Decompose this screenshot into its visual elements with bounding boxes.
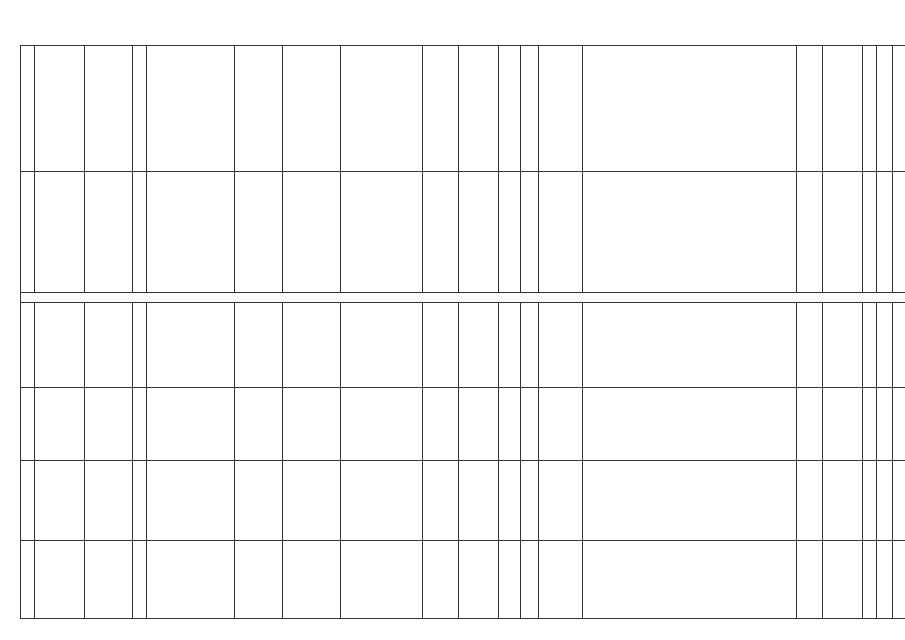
table-body: [21, 46, 905, 619]
table-cell-activity: [341, 46, 423, 172]
table-row: [21, 303, 905, 388]
table-cell-activity: [341, 388, 423, 461]
table-cell-age: [423, 541, 459, 619]
table-cell-year: [797, 541, 823, 619]
table-cell-form: [521, 461, 539, 541]
section-title: [21, 293, 905, 303]
table-cell-activity: [341, 172, 423, 293]
table-cell-address: [85, 46, 133, 172]
objects-table: [20, 45, 905, 619]
table-cell-age: [423, 172, 459, 293]
table-row: [21, 388, 905, 461]
table-cell-blank: [863, 388, 877, 461]
table-cell-cnt: [133, 461, 147, 541]
table-cell-blank: [893, 388, 905, 461]
table-cell-blank: [863, 303, 877, 388]
table-cell-prop: [235, 172, 283, 293]
table-cell-age: [423, 46, 459, 172]
table-cell-form: [521, 303, 539, 388]
table-cell-org: [147, 541, 235, 619]
table-cell-blank: [863, 461, 877, 541]
table-cell-activity: [341, 461, 423, 541]
table-cell-age: [423, 388, 459, 461]
table-cell-desc: [583, 541, 797, 619]
table-cell-blank: [877, 388, 893, 461]
table-cell-codes: [539, 172, 583, 293]
table-cell-desc: [583, 172, 797, 293]
table-cell-blank: [893, 172, 905, 293]
table-cell-year: [797, 46, 823, 172]
table-cell-year: [797, 388, 823, 461]
table-cell-cat: [459, 388, 499, 461]
table-cell-blank: [877, 461, 893, 541]
table-cell-codes: [539, 461, 583, 541]
table-cell-y: [499, 172, 521, 293]
table-cell-cat: [459, 303, 499, 388]
table-row: [21, 46, 905, 172]
table-cell-mgr: [283, 461, 341, 541]
table-cell-desc: [583, 388, 797, 461]
table-cell-desc: [583, 46, 797, 172]
table-cell-rec: [823, 303, 863, 388]
table-cell-form: [521, 388, 539, 461]
table-cell-rec: [823, 172, 863, 293]
table-cell-prop: [235, 461, 283, 541]
table-cell-mgr: [283, 541, 341, 619]
table-cell-activity: [341, 303, 423, 388]
table-cell-cat: [459, 541, 499, 619]
table-cell-org: [147, 46, 235, 172]
table-cell-rec: [823, 46, 863, 172]
table-cell-y: [499, 303, 521, 388]
table-cell-activity: [341, 541, 423, 619]
table-cell-form: [521, 172, 539, 293]
table-cell-form: [521, 541, 539, 619]
table-cell-n: [21, 172, 35, 293]
table-cell-y: [499, 388, 521, 461]
table-cell-mgr: [283, 303, 341, 388]
table-cell-org: [147, 388, 235, 461]
table-cell-codes: [539, 303, 583, 388]
table-cell-n: [21, 46, 35, 172]
table-cell-org: [147, 303, 235, 388]
table-cell-y: [499, 46, 521, 172]
table-cell-blank: [863, 541, 877, 619]
table-cell-name: [35, 303, 85, 388]
table-row: [21, 541, 905, 619]
table-cell-mgr: [283, 388, 341, 461]
table-cell-prop: [235, 46, 283, 172]
table-cell-blank: [893, 541, 905, 619]
table-cell-prop: [235, 303, 283, 388]
table-cell-form: [521, 46, 539, 172]
table-cell-y: [499, 461, 521, 541]
table-cell-blank: [893, 46, 905, 172]
table-cell-rec: [823, 388, 863, 461]
table-cell-cnt: [133, 303, 147, 388]
table-cell-desc: [583, 303, 797, 388]
table-cell-org: [147, 172, 235, 293]
table-row: [21, 461, 905, 541]
table-cell-name: [35, 172, 85, 293]
table-cell-age: [423, 303, 459, 388]
table-cell-blank: [877, 303, 893, 388]
table-cell-address: [85, 303, 133, 388]
table-cell-cat: [459, 461, 499, 541]
table-cell-prop: [235, 541, 283, 619]
table-cell-address: [85, 461, 133, 541]
table-cell-mgr: [283, 172, 341, 293]
table-cell-n: [21, 303, 35, 388]
table-cell-y: [499, 541, 521, 619]
table-cell-blank: [877, 541, 893, 619]
table-cell-name: [35, 46, 85, 172]
table-cell-year: [797, 303, 823, 388]
table-cell-cnt: [133, 541, 147, 619]
table-cell-rec: [823, 541, 863, 619]
table-cell-prop: [235, 388, 283, 461]
table-cell-name: [35, 461, 85, 541]
table-cell-blank: [863, 172, 877, 293]
table-cell-cnt: [133, 388, 147, 461]
table-cell-name: [35, 388, 85, 461]
table-cell-address: [85, 388, 133, 461]
table-cell-org: [147, 461, 235, 541]
table-cell-address: [85, 172, 133, 293]
table-cell-cat: [459, 46, 499, 172]
table-cell-year: [797, 172, 823, 293]
table-cell-mgr: [283, 46, 341, 172]
table-cell-n: [21, 461, 35, 541]
table-cell-n: [21, 388, 35, 461]
table-cell-codes: [539, 388, 583, 461]
table-cell-rec: [823, 461, 863, 541]
table-cell-name: [35, 541, 85, 619]
table-cell-n: [21, 541, 35, 619]
table-cell-address: [85, 541, 133, 619]
table-cell-cat: [459, 172, 499, 293]
table-cell-desc: [583, 461, 797, 541]
section-header-row: [21, 293, 905, 303]
table-cell-codes: [539, 46, 583, 172]
table-cell-blank: [863, 46, 877, 172]
table-cell-cnt: [133, 172, 147, 293]
table-cell-blank: [877, 46, 893, 172]
table-cell-blank: [893, 303, 905, 388]
table-row: [21, 172, 905, 293]
table-cell-cnt: [133, 46, 147, 172]
table-cell-blank: [877, 172, 893, 293]
table-cell-codes: [539, 541, 583, 619]
table-cell-age: [423, 461, 459, 541]
table-cell-blank: [893, 461, 905, 541]
table-cell-year: [797, 461, 823, 541]
